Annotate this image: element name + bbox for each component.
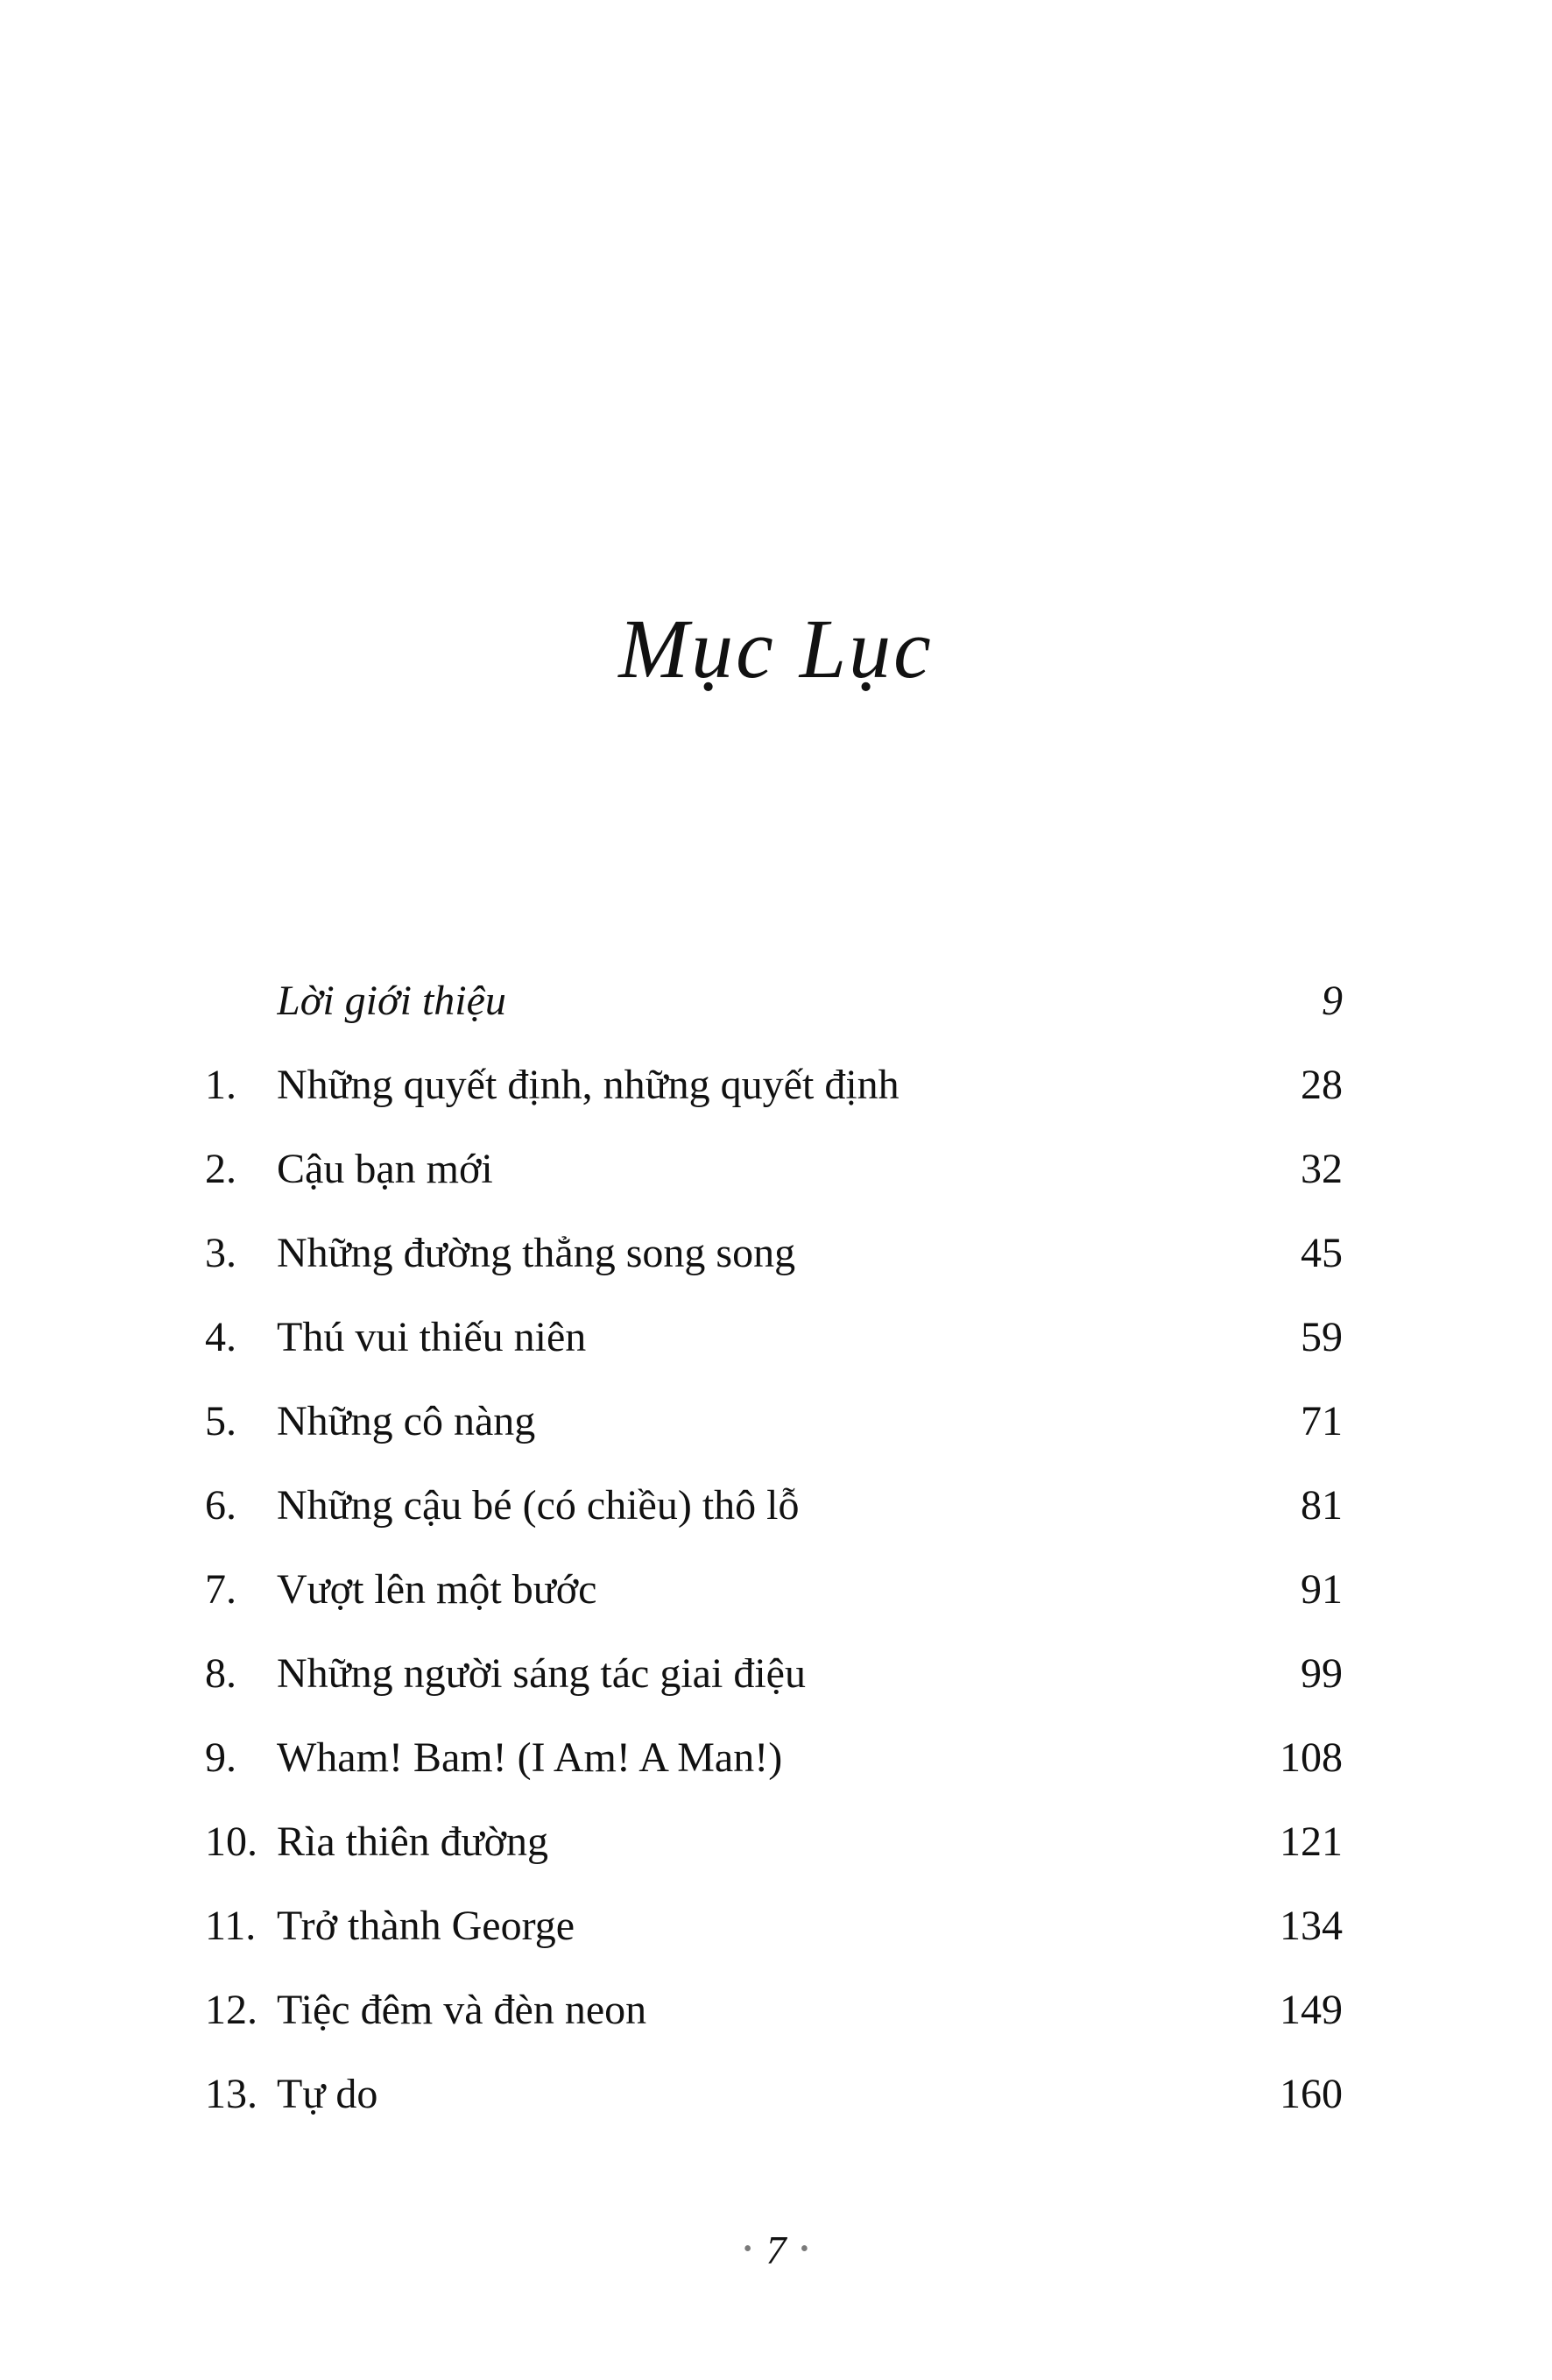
toc-entry-title: Tiệc đêm và đèn neon xyxy=(277,1987,647,2033)
toc-entry-number: 3. xyxy=(205,1230,236,1276)
toc-intro-title: Lời giới thiệu xyxy=(277,978,506,1024)
toc-entry-row[interactable] xyxy=(205,1464,1343,1548)
toc-entry-row[interactable] xyxy=(205,1884,1343,1968)
toc-entry-row[interactable] xyxy=(205,1632,1343,1716)
footer-left-dot: • xyxy=(743,2235,752,2263)
toc-entry-page-number: 32 xyxy=(1301,1146,1343,1192)
page-footer xyxy=(0,2227,1552,2273)
toc-entry-number: 11. xyxy=(205,1903,257,1949)
toc-entry-title: Những đường thẳng song song xyxy=(277,1230,796,1276)
toc-entry-page-number: 81 xyxy=(1301,1482,1343,1529)
toc-entry-row[interactable] xyxy=(205,1211,1343,1296)
toc-entry-page-number: 91 xyxy=(1301,1566,1343,1613)
toc-entry-page-number: 149 xyxy=(1280,1987,1343,2033)
toc-entry-title: Trở thành George xyxy=(277,1903,575,1949)
toc-entry-title: Wham! Bam! (I Am! A Man!) xyxy=(277,1734,783,1781)
toc-entry-row[interactable] xyxy=(205,1127,1343,1211)
toc-entry-number: 7. xyxy=(205,1566,236,1613)
toc-entry-number: 10. xyxy=(205,1819,257,1865)
toc-entry-page-number: 108 xyxy=(1280,1734,1343,1781)
toc-entry-row[interactable] xyxy=(205,1043,1343,1127)
toc-entry-page-number: 28 xyxy=(1301,1062,1343,1108)
toc-entry-number: 4. xyxy=(205,1314,236,1360)
toc-entry-title: Vượt lên một bước xyxy=(277,1566,597,1613)
toc-entry-row[interactable] xyxy=(205,1380,1343,1464)
toc-entry-number: 1. xyxy=(205,1062,236,1108)
toc-entry-row[interactable] xyxy=(205,1548,1343,1632)
page-title: Mục Lục xyxy=(618,602,934,696)
footer-right-dot: • xyxy=(800,2235,809,2263)
toc-entry-title: Tự do xyxy=(277,2071,378,2117)
toc-entry-page-number: 121 xyxy=(1280,1819,1343,1865)
toc-entry-row[interactable] xyxy=(205,1716,1343,1800)
toc-entry-title: Cậu bạn mới xyxy=(277,1146,493,1192)
toc-entry-row[interactable] xyxy=(205,1800,1343,1884)
toc-list xyxy=(205,959,1343,2136)
toc-entry-row[interactable] xyxy=(205,1296,1343,1380)
toc-entry-number: 5. xyxy=(205,1398,236,1444)
toc-entry-page-number: 99 xyxy=(1301,1650,1343,1697)
toc-entry-number: 13. xyxy=(205,2071,257,2117)
toc-entry-number: 8. xyxy=(205,1650,236,1697)
toc-entry-page-number: 160 xyxy=(1280,2071,1343,2117)
toc-entry-title: Thú vui thiếu niên xyxy=(277,1314,587,1360)
toc-entry-page-number: 134 xyxy=(1280,1903,1343,1949)
toc-entry-number: 12. xyxy=(205,1987,257,2033)
toc-entry-title: Những quyết định, những quyết định xyxy=(277,1062,899,1108)
toc-entry-title: Những cô nàng xyxy=(277,1398,536,1444)
toc-entry-row[interactable] xyxy=(205,2052,1343,2136)
toc-entry-page-number: 45 xyxy=(1301,1230,1343,1276)
toc-entry-number: 6. xyxy=(205,1482,236,1529)
toc-entry-page-number: 71 xyxy=(1301,1398,1343,1444)
toc-entry-row[interactable] xyxy=(205,1968,1343,2052)
toc-entry-title: Rìa thiên đường xyxy=(277,1819,549,1865)
toc-entry-title: Những cậu bé (có chiều) thô lỗ xyxy=(277,1482,800,1529)
toc-entry-title: Những người sáng tác giai điệu xyxy=(277,1650,806,1697)
toc-entry-number: 9. xyxy=(205,1734,236,1781)
folio-number: 7 xyxy=(765,2228,787,2272)
toc-intro-row[interactable] xyxy=(205,959,1343,1043)
toc-entry-number: 2. xyxy=(205,1146,236,1192)
toc-intro-page-number: 9 xyxy=(1322,978,1343,1024)
toc-entry-page-number: 59 xyxy=(1301,1314,1343,1360)
